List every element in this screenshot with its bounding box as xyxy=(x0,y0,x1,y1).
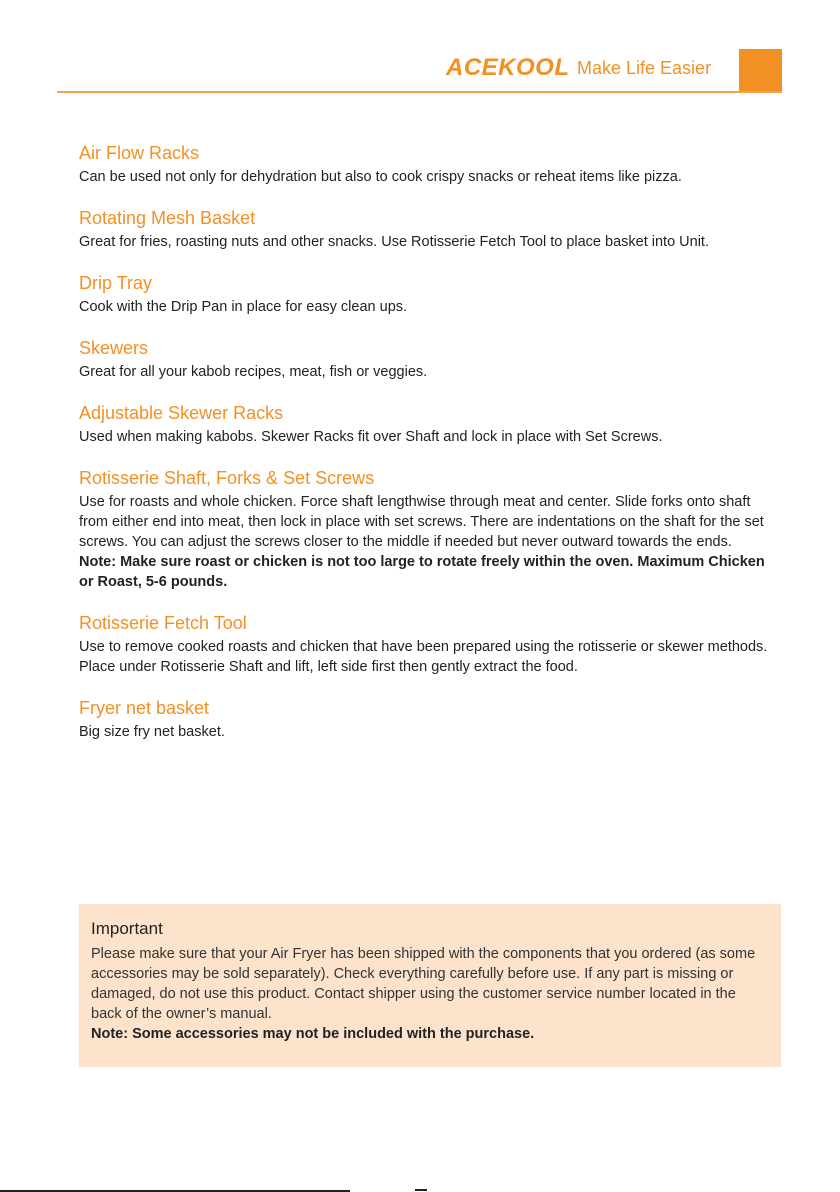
brand-logo: ACEKOOL xyxy=(446,54,570,81)
section-title: Rotating Mesh Basket xyxy=(79,208,256,228)
section-title: Skewers xyxy=(79,338,149,358)
section-text: Use for roasts and whole chicken. Force shaft lengthwise through meat and center. Slide forks onto shaft from either end into meat, then lock in place with set screws. There are indentations on the shaft for the set screws. You can adjust the screws closer to the middle if needed but never outward towards the ends. xyxy=(79,494,764,550)
section-skewers xyxy=(79,337,779,382)
section-title: Adjustable Skewer Racks xyxy=(79,403,284,423)
section-title: Rotisserie Shaft, Forks & Set Screws xyxy=(79,468,375,488)
brand-tagline: Make Life Easier xyxy=(577,58,712,78)
section-text: Use to remove cooked roasts and chicken that have been prepared using the rotisserie or skewer methods. Place under Rotisserie Shaft and lift, left side first then gently extract the food. xyxy=(79,639,768,675)
section-air-flow-racks xyxy=(79,142,779,187)
section-title: Drip Tray xyxy=(79,273,153,293)
section-adjustable-skewer-racks xyxy=(79,402,779,447)
section-text: Great for fries, roasting nuts and other snacks. Use Rotisserie Fetch Tool to place basket into Unit. xyxy=(79,234,709,250)
notice-title: Important xyxy=(91,919,163,938)
section-text: Cook with the Drip Pan in place for easy clean ups. xyxy=(79,299,408,315)
section-rotisserie-fetch-tool xyxy=(79,612,779,677)
section-rotisserie-shaft xyxy=(79,467,779,592)
section-text: Used when making kabobs. Skewer Racks fit over Shaft and lock in place with Set Screws. xyxy=(79,429,663,445)
important-notice-box xyxy=(79,904,781,1067)
section-rotating-mesh-basket xyxy=(79,207,779,252)
section-drip-tray xyxy=(79,272,779,317)
section-title: Rotisserie Fetch Tool xyxy=(79,613,247,633)
notice-note: Note: Some accessories may not be included with the purchase. xyxy=(91,1026,535,1042)
accessory-list xyxy=(79,142,779,762)
section-fryer-net-basket xyxy=(79,697,779,742)
section-title: Air Flow Racks xyxy=(79,143,200,163)
header-divider xyxy=(57,91,782,93)
section-text: Great for all your kabob recipes, meat, fish or veggies. xyxy=(79,364,428,380)
notice-text: Please make sure that your Air Fryer has been shipped with the components that you ordered (as some accessories may be sold separately). Check everything carefully before use. If any part is missing or damaged, do not use this product. Contact shipper using the customer service number located in the back of the owner’s manual. xyxy=(91,946,756,1022)
section-text: Big size fry net basket. xyxy=(79,724,225,740)
section-text: Can be used not only for dehydration but also to cook crispy snacks or reheat items like pizza. xyxy=(79,169,682,185)
footer-mark xyxy=(415,1189,427,1191)
section-note: Note: Make sure roast or chicken is not too large to rotate freely within the oven. Maximum Chicken or Roast, 5-6 pounds. xyxy=(79,554,765,590)
section-title: Fryer net basket xyxy=(79,698,210,718)
header-color-tab xyxy=(739,49,782,92)
